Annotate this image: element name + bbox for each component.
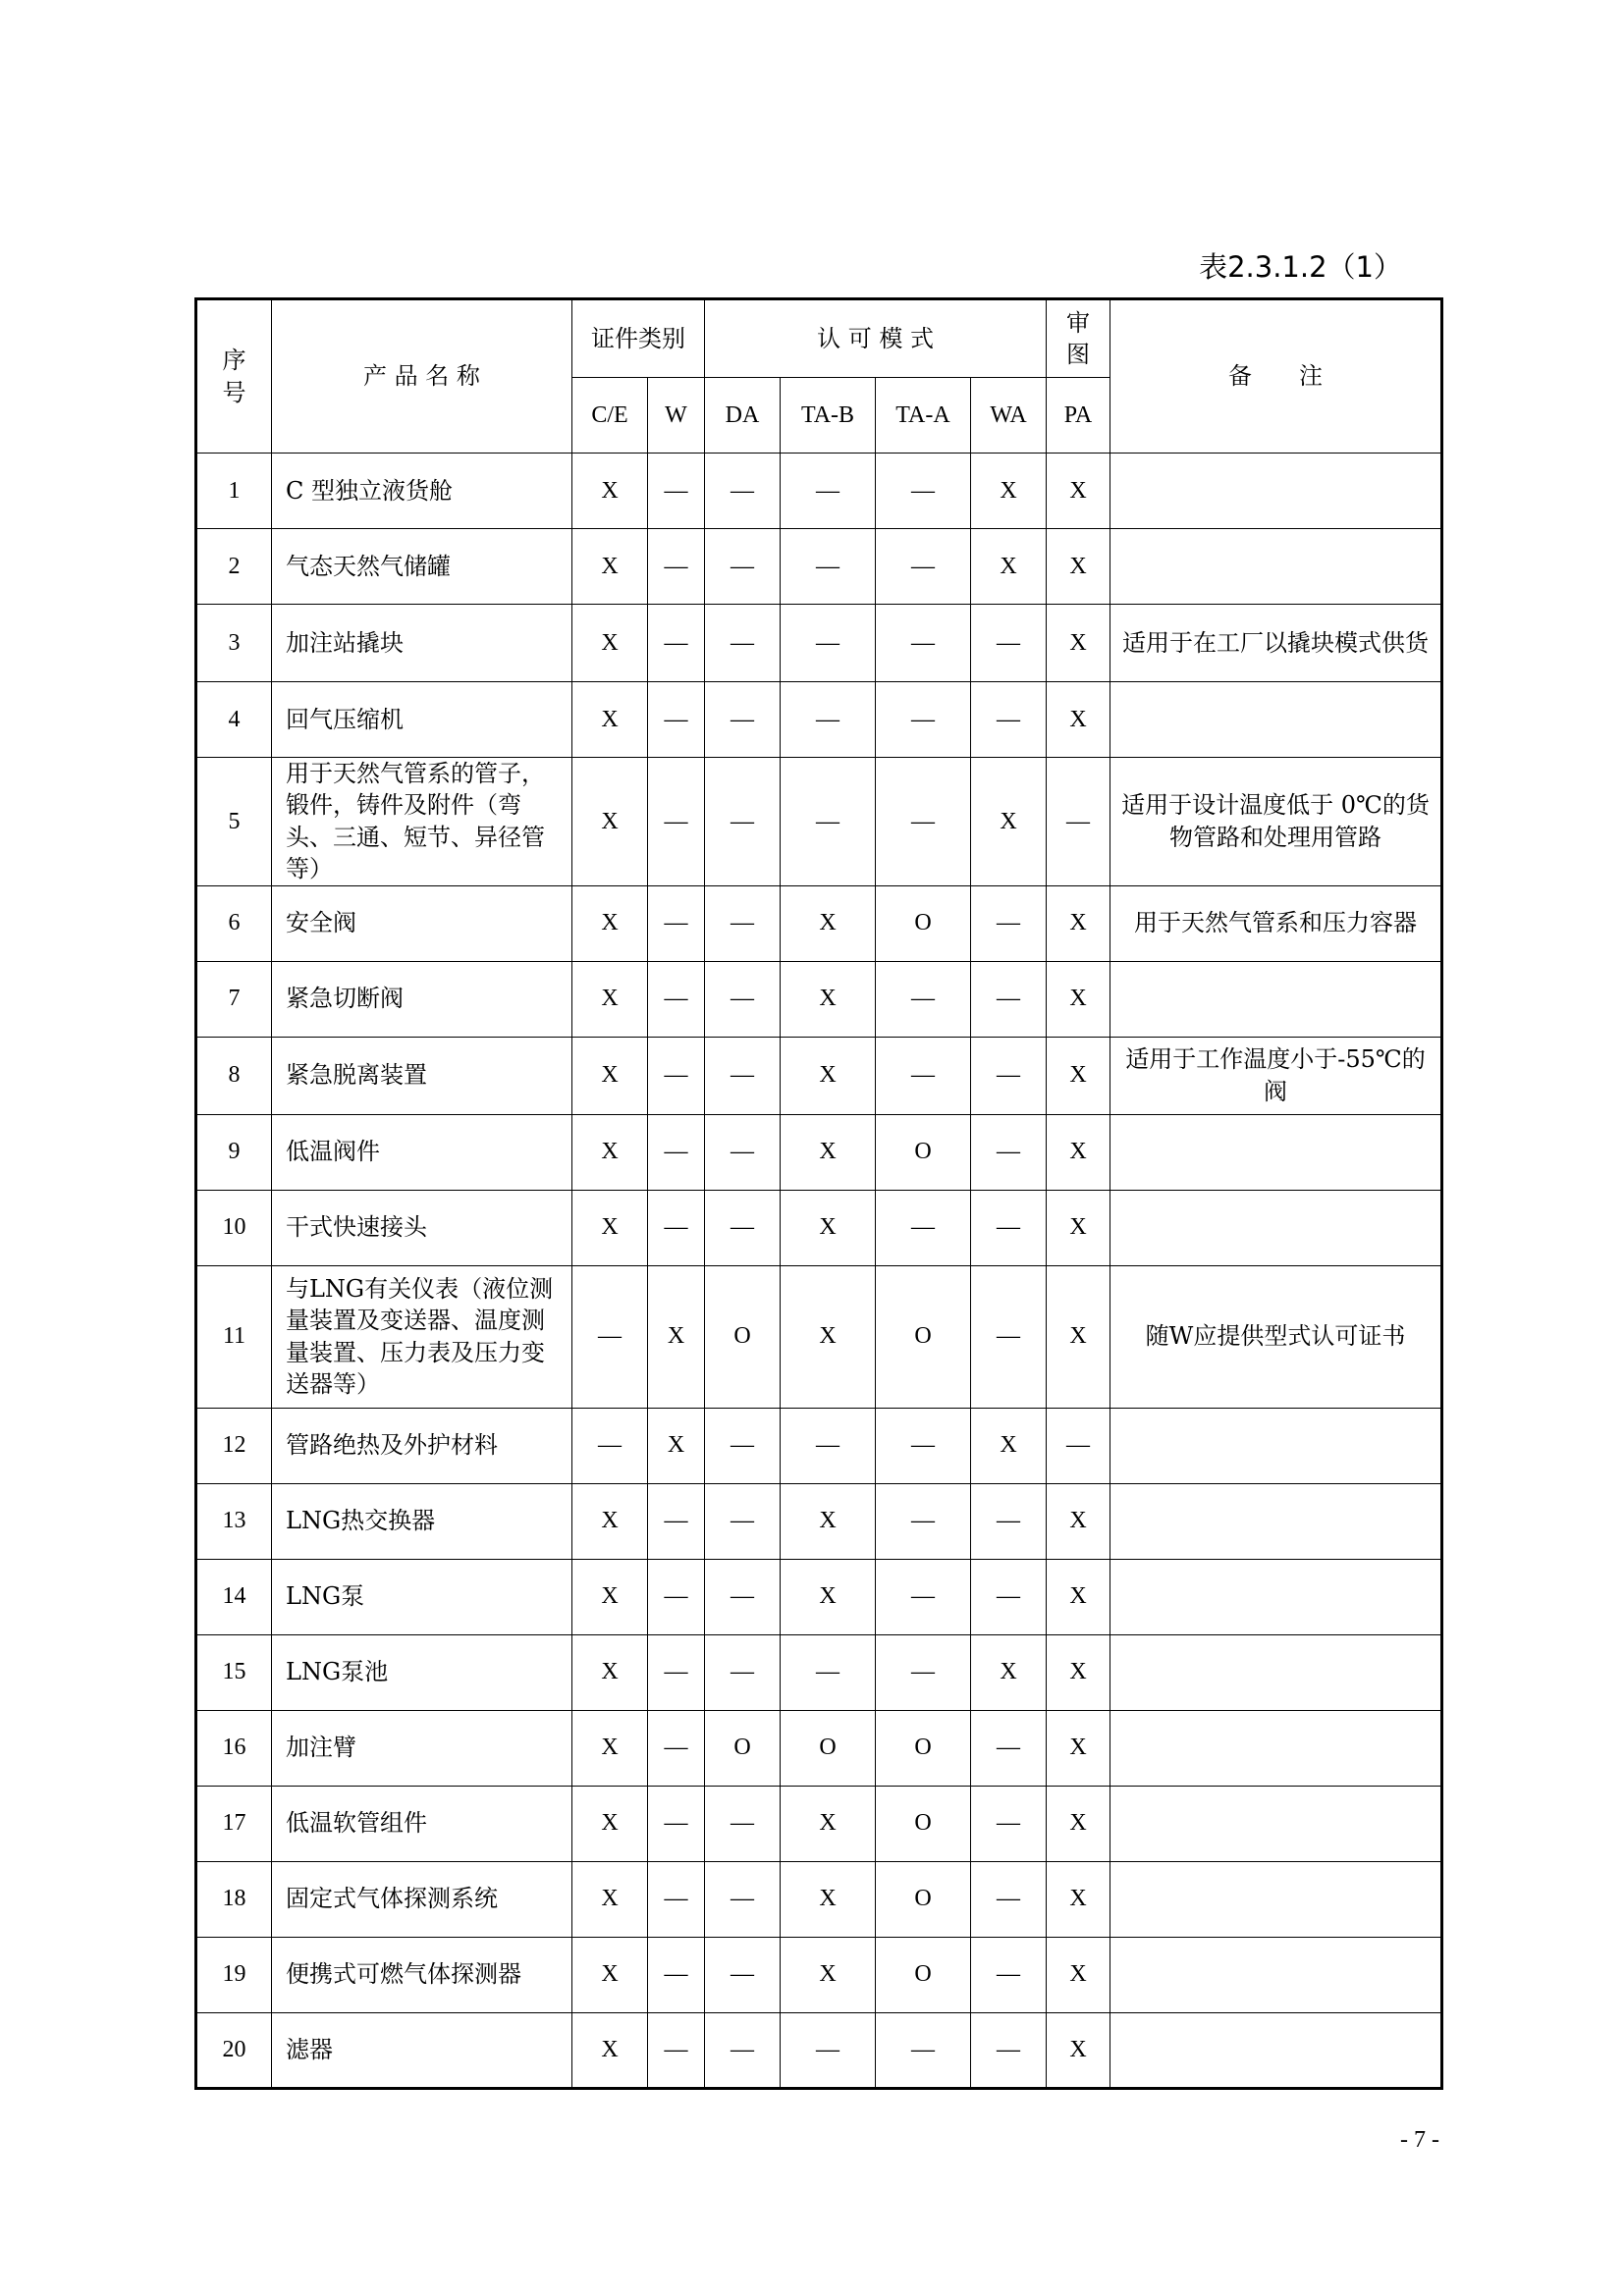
table-row xyxy=(196,1559,1442,1634)
product-name-cell: LNG泵池 xyxy=(272,1634,572,1710)
row-number: 9 xyxy=(196,1114,272,1190)
mark-wa: — xyxy=(971,2012,1047,2088)
mark-w: — xyxy=(648,758,705,886)
mark-ta-a: — xyxy=(876,529,971,605)
mark-ta-b: X xyxy=(781,1037,876,1114)
product-name-cell: 紧急脱离装置 xyxy=(272,1037,572,1114)
remarks-cell xyxy=(1110,1937,1442,2012)
mark-w: — xyxy=(648,885,705,961)
mark-da: O xyxy=(705,1265,781,1408)
header-code-pa: PA xyxy=(1047,378,1110,454)
product-name-cell: 管路绝热及外护材料 xyxy=(272,1408,572,1483)
row-number: 1 xyxy=(196,454,272,529)
remarks-cell xyxy=(1110,1483,1442,1559)
mark-w: — xyxy=(648,682,705,758)
mark-ta-b: X xyxy=(781,1559,876,1634)
header-seq: 序 号 xyxy=(196,299,272,454)
mark-ta-b: X xyxy=(781,1114,876,1190)
mark-pa: — xyxy=(1047,758,1110,886)
table-row xyxy=(196,1710,1442,1786)
header-code-w: W xyxy=(648,378,705,454)
mark-wa: — xyxy=(971,1861,1047,1937)
remarks-cell xyxy=(1110,2012,1442,2088)
mark-da: — xyxy=(705,1937,781,2012)
remarks-cell xyxy=(1110,1786,1442,1861)
product-name-cell: 低温阀件 xyxy=(272,1114,572,1190)
product-approval-table xyxy=(194,297,1443,2090)
row-number: 16 xyxy=(196,1710,272,1786)
product-name-cell: 便携式可燃气体探测器 xyxy=(272,1937,572,2012)
remarks-cell xyxy=(1110,529,1442,605)
mark-wa: — xyxy=(971,1786,1047,1861)
mark-wa: — xyxy=(971,682,1047,758)
mark-da: — xyxy=(705,1559,781,1634)
mark-w: — xyxy=(648,1483,705,1559)
mark-ta-b: — xyxy=(781,2012,876,2088)
product-name-cell: 干式快速接头 xyxy=(272,1190,572,1265)
mark-ta-b: X xyxy=(781,1483,876,1559)
mark-pa: X xyxy=(1047,885,1110,961)
header-approval-mode: 认 可 模 式 xyxy=(705,299,1047,378)
table-row xyxy=(196,885,1442,961)
mark-w: — xyxy=(648,1937,705,2012)
remarks-cell xyxy=(1110,1710,1442,1786)
table-row xyxy=(196,1861,1442,1937)
mark-ta-a: O xyxy=(876,1861,971,1937)
mark-wa: X xyxy=(971,1408,1047,1483)
mark-pa: X xyxy=(1047,1037,1110,1114)
mark-ta-b: — xyxy=(781,758,876,886)
remarks-cell: 随W应提供型式认可证书 xyxy=(1110,1265,1442,1408)
header-remarks: 备 注 xyxy=(1110,299,1442,454)
remarks-cell xyxy=(1110,961,1442,1037)
mark-wa: — xyxy=(971,1710,1047,1786)
mark-w: — xyxy=(648,1634,705,1710)
mark-ce: X xyxy=(572,1786,648,1861)
mark-pa: X xyxy=(1047,1190,1110,1265)
mark-da: — xyxy=(705,1114,781,1190)
mark-wa: — xyxy=(971,605,1047,682)
table-row xyxy=(196,529,1442,605)
mark-da: — xyxy=(705,885,781,961)
mark-wa: — xyxy=(971,961,1047,1037)
remarks-cell xyxy=(1110,1190,1442,1265)
mark-ce: X xyxy=(572,1559,648,1634)
header-code-ta-a: TA-A xyxy=(876,378,971,454)
product-name-cell: 用于天然气管系的管子，锻件，铸件及附件（弯头、三通、短节、异径管等） xyxy=(272,758,572,886)
page-number: - 7 - xyxy=(1400,2127,1439,2153)
mark-ce: X xyxy=(572,454,648,529)
mark-w: — xyxy=(648,605,705,682)
mark-ta-b: X xyxy=(781,1786,876,1861)
mark-ta-a: O xyxy=(876,1937,971,2012)
mark-ta-a: — xyxy=(876,682,971,758)
mark-ta-b: — xyxy=(781,1408,876,1483)
header-review: 审 图 xyxy=(1047,299,1110,378)
mark-da: — xyxy=(705,682,781,758)
mark-ta-b: — xyxy=(781,1634,876,1710)
mark-da: — xyxy=(705,1408,781,1483)
mark-ta-a: — xyxy=(876,1190,971,1265)
mark-ta-b: — xyxy=(781,454,876,529)
product-name-cell: 安全阀 xyxy=(272,885,572,961)
mark-ce: X xyxy=(572,1483,648,1559)
mark-ta-a: — xyxy=(876,961,971,1037)
remarks-cell: 用于天然气管系和压力容器 xyxy=(1110,885,1442,961)
mark-w: — xyxy=(648,1710,705,1786)
mark-da: — xyxy=(705,1861,781,1937)
mark-ta-a: — xyxy=(876,1559,971,1634)
mark-ta-a: O xyxy=(876,885,971,961)
mark-ta-a: — xyxy=(876,758,971,886)
remarks-cell xyxy=(1110,1634,1442,1710)
mark-pa: X xyxy=(1047,1710,1110,1786)
mark-ce: X xyxy=(572,682,648,758)
table-row xyxy=(196,1037,1442,1114)
mark-pa: X xyxy=(1047,454,1110,529)
header-cert-type: 证件类别 xyxy=(572,299,705,378)
mark-w: — xyxy=(648,1559,705,1634)
mark-da: — xyxy=(705,529,781,605)
remarks-cell: 适用于在工厂以撬块模式供货 xyxy=(1110,605,1442,682)
mark-da: — xyxy=(705,758,781,886)
row-number: 17 xyxy=(196,1786,272,1861)
mark-w: — xyxy=(648,1190,705,1265)
table-row xyxy=(196,758,1442,886)
product-name-cell: 滤器 xyxy=(272,2012,572,2088)
mark-w: — xyxy=(648,1114,705,1190)
product-name-cell: 加注臂 xyxy=(272,1710,572,1786)
mark-ta-b: X xyxy=(781,1937,876,2012)
table-row xyxy=(196,2012,1442,2088)
mark-pa: X xyxy=(1047,605,1110,682)
mark-da: — xyxy=(705,1483,781,1559)
mark-da: — xyxy=(705,605,781,682)
mark-pa: X xyxy=(1047,1634,1110,1710)
row-number: 8 xyxy=(196,1037,272,1114)
mark-ce: X xyxy=(572,885,648,961)
row-number: 6 xyxy=(196,885,272,961)
remarks-cell xyxy=(1110,1861,1442,1937)
mark-wa: X xyxy=(971,1634,1047,1710)
header-code-wa: WA xyxy=(971,378,1047,454)
mark-ta-b: — xyxy=(781,605,876,682)
header-row-1 xyxy=(196,299,1442,378)
mark-ta-a: O xyxy=(876,1265,971,1408)
row-number: 12 xyxy=(196,1408,272,1483)
header-product-name: 产 品 名 称 xyxy=(272,299,572,454)
table-row xyxy=(196,454,1442,529)
mark-da: — xyxy=(705,1786,781,1861)
remarks-cell xyxy=(1110,1559,1442,1634)
mark-ta-a: — xyxy=(876,1037,971,1114)
mark-ta-a: — xyxy=(876,2012,971,2088)
header-code-da: DA xyxy=(705,378,781,454)
mark-wa: — xyxy=(971,885,1047,961)
mark-da: — xyxy=(705,454,781,529)
product-name-cell: LNG热交换器 xyxy=(272,1483,572,1559)
mark-pa: X xyxy=(1047,1786,1110,1861)
mark-ce: X xyxy=(572,758,648,886)
mark-w: X xyxy=(648,1408,705,1483)
mark-ta-a: — xyxy=(876,1634,971,1710)
table-row xyxy=(196,1634,1442,1710)
mark-da: — xyxy=(705,2012,781,2088)
table-row xyxy=(196,1786,1442,1861)
mark-ta-b: O xyxy=(781,1710,876,1786)
mark-ta-a: O xyxy=(876,1786,971,1861)
table-row xyxy=(196,682,1442,758)
mark-wa: — xyxy=(971,1559,1047,1634)
remarks-cell xyxy=(1110,682,1442,758)
product-name-cell: 固定式气体探测系统 xyxy=(272,1861,572,1937)
table-row xyxy=(196,1190,1442,1265)
mark-pa: X xyxy=(1047,529,1110,605)
mark-ta-a: — xyxy=(876,1483,971,1559)
mark-w: — xyxy=(648,529,705,605)
product-name-cell: 气态天然气储罐 xyxy=(272,529,572,605)
mark-ta-b: — xyxy=(781,529,876,605)
mark-ce: X xyxy=(572,1710,648,1786)
row-number: 10 xyxy=(196,1190,272,1265)
mark-pa: — xyxy=(1047,1408,1110,1483)
mark-pa: X xyxy=(1047,1265,1110,1408)
mark-wa: — xyxy=(971,1190,1047,1265)
mark-wa: — xyxy=(971,1265,1047,1408)
mark-da: — xyxy=(705,1190,781,1265)
mark-w: X xyxy=(648,1265,705,1408)
row-number: 4 xyxy=(196,682,272,758)
row-number: 18 xyxy=(196,1861,272,1937)
table-row xyxy=(196,1114,1442,1190)
mark-w: — xyxy=(648,2012,705,2088)
remarks-cell xyxy=(1110,454,1442,529)
mark-ta-a: — xyxy=(876,1408,971,1483)
row-number: 11 xyxy=(196,1265,272,1408)
row-number: 15 xyxy=(196,1634,272,1710)
mark-ce: X xyxy=(572,529,648,605)
remarks-cell: 适用于设计温度低于 0℃的货物管路和处理用管路 xyxy=(1110,758,1442,886)
mark-wa: — xyxy=(971,1037,1047,1114)
product-name-cell: 低温软管组件 xyxy=(272,1786,572,1861)
mark-ce: — xyxy=(572,1265,648,1408)
mark-ta-a: O xyxy=(876,1114,971,1190)
mark-wa: — xyxy=(971,1114,1047,1190)
mark-ce: X xyxy=(572,1634,648,1710)
mark-ce: X xyxy=(572,1861,648,1937)
mark-w: — xyxy=(648,1861,705,1937)
mark-ta-b: X xyxy=(781,961,876,1037)
table-row xyxy=(196,961,1442,1037)
product-name-cell: 加注站撬块 xyxy=(272,605,572,682)
mark-ta-b: X xyxy=(781,885,876,961)
header-code-ce: C/E xyxy=(572,378,648,454)
remarks-cell: 适用于工作温度小于-55℃的阀 xyxy=(1110,1037,1442,1114)
mark-ce: X xyxy=(572,1114,648,1190)
mark-wa: X xyxy=(971,529,1047,605)
mark-w: — xyxy=(648,1786,705,1861)
mark-ce: X xyxy=(572,1937,648,2012)
mark-pa: X xyxy=(1047,1483,1110,1559)
mark-pa: X xyxy=(1047,1861,1110,1937)
product-name-cell: 回气压缩机 xyxy=(272,682,572,758)
row-number: 14 xyxy=(196,1559,272,1634)
product-name-cell: 与LNG有关仪表（液位测量装置及变送器、温度测量装置、压力表及压力变送器等） xyxy=(272,1265,572,1408)
table-row xyxy=(196,1937,1442,2012)
mark-pa: X xyxy=(1047,961,1110,1037)
mark-ta-a: O xyxy=(876,1710,971,1786)
table-row xyxy=(196,1483,1442,1559)
table-row xyxy=(196,1408,1442,1483)
mark-ta-b: X xyxy=(781,1265,876,1408)
mark-ce: X xyxy=(572,2012,648,2088)
mark-pa: X xyxy=(1047,1937,1110,2012)
mark-ce: X xyxy=(572,1190,648,1265)
product-name-cell: C 型独立液货舱 xyxy=(272,454,572,529)
mark-w: — xyxy=(648,961,705,1037)
mark-wa: — xyxy=(971,1937,1047,2012)
product-name-cell: LNG泵 xyxy=(272,1559,572,1634)
remarks-cell xyxy=(1110,1114,1442,1190)
row-number: 13 xyxy=(196,1483,272,1559)
mark-w: — xyxy=(648,454,705,529)
mark-ta-b: — xyxy=(781,682,876,758)
mark-ta-b: X xyxy=(781,1861,876,1937)
row-number: 7 xyxy=(196,961,272,1037)
row-number: 20 xyxy=(196,2012,272,2088)
table-row xyxy=(196,1265,1442,1408)
product-name-cell: 紧急切断阀 xyxy=(272,961,572,1037)
row-number: 5 xyxy=(196,758,272,886)
mark-da: — xyxy=(705,1634,781,1710)
mark-pa: X xyxy=(1047,1559,1110,1634)
mark-ce: — xyxy=(572,1408,648,1483)
header-code-ta-b: TA-B xyxy=(781,378,876,454)
mark-ta-b: X xyxy=(781,1190,876,1265)
row-number: 3 xyxy=(196,605,272,682)
table-row xyxy=(196,605,1442,682)
mark-ce: X xyxy=(572,961,648,1037)
remarks-cell xyxy=(1110,1408,1442,1483)
row-number: 19 xyxy=(196,1937,272,2012)
mark-wa: X xyxy=(971,454,1047,529)
mark-wa: X xyxy=(971,758,1047,886)
mark-da: — xyxy=(705,1037,781,1114)
mark-ta-a: — xyxy=(876,605,971,682)
row-number: 2 xyxy=(196,529,272,605)
mark-da: — xyxy=(705,961,781,1037)
mark-pa: X xyxy=(1047,1114,1110,1190)
mark-ce: X xyxy=(572,605,648,682)
mark-w: — xyxy=(648,1037,705,1114)
mark-da: O xyxy=(705,1710,781,1786)
mark-pa: X xyxy=(1047,2012,1110,2088)
mark-ta-a: — xyxy=(876,454,971,529)
table-caption: 表2.3.1.2（1） xyxy=(1199,250,1402,284)
mark-wa: — xyxy=(971,1483,1047,1559)
mark-ce: X xyxy=(572,1037,648,1114)
mark-pa: X xyxy=(1047,682,1110,758)
